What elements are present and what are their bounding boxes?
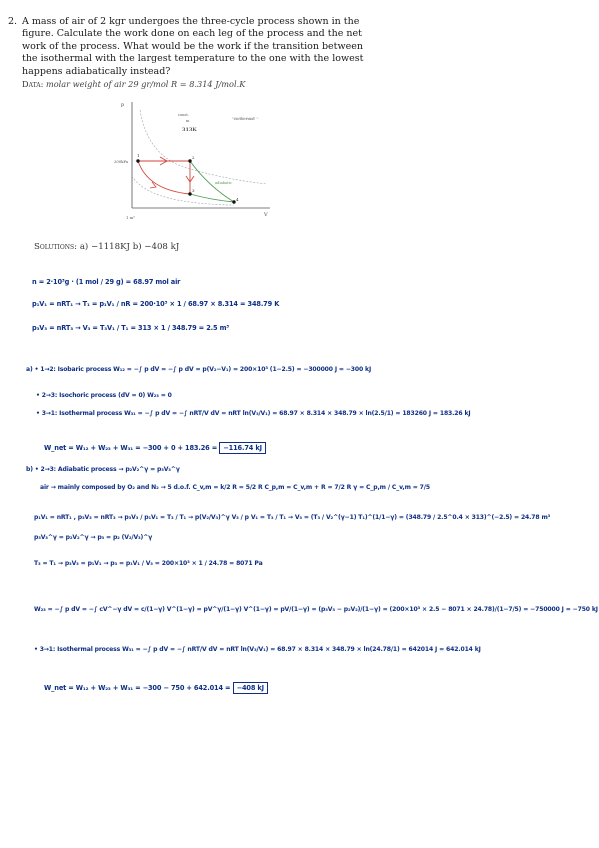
solutions-text: a) −1118KJ b) −408 kJ: [79, 242, 180, 252]
axis-v-label: V: [264, 212, 268, 218]
problem-text: A mass of air of 2 kgr undergoes the three-cycle process shown in the figure. Calculate the work done on each leg of the process and the net work of the process. What would be the work if the transition between the isothermal with the largest temperature to the one with the lowest happens adiabatically instead?: [22, 16, 364, 77]
moles-calc: n = 2·10³g · (1 mol / 29 g) = 68.97 mol air: [32, 278, 181, 286]
point-label-4: 4: [236, 197, 239, 202]
data-line: [22, 78, 377, 90]
part-a-isothermal: • 3→1: Isothermal process W₃₁ = −∫ p dV = −∫ nRT/V dV = nRT ln(V₃/V₁) = 68.97 × 8.314 × 348.79 × ln(2.5/1) = 183260 J = 183.26 kJ: [36, 410, 471, 417]
axis-p-label: p: [121, 102, 125, 108]
solutions-label: Solutions:: [34, 242, 78, 252]
part-b-dof: air → mainly composed by O₂ and N₂ → 5 d.o.f. C_v,m = k/2 R = 5/2 R C_p,m = C_v,m + R = 7/2 R γ = C_p,m / C_v,m = 7/5: [40, 484, 430, 491]
part-b-adiabatic: b) • 2→3: Adiabatic process → p₂V₂^γ = p₃V₃^γ: [26, 466, 180, 473]
const-annotation-sub: m: [186, 119, 190, 123]
part-a-isobaric: a) • 1→2: Isobaric process W₁₂ = −∫ p dV = −∫ p dV = p(V₂−V₁) = 200×10³ (1−2.5) = −300000 J = −300 kJ: [26, 366, 372, 373]
p-tick-label: 200kPa: [114, 159, 129, 164]
part-b-pressure-relation: p₃V₃^γ = p₂V₂^γ → p₃ = p₂ (V₂/V₃)^γ: [34, 534, 153, 541]
part-a-isochoric: • 2→3: Isochoric process (dV = 0) W₂₃ = 0: [36, 392, 172, 399]
part-a-net: [44, 444, 266, 452]
isothermal-label: isothermal: [234, 116, 255, 121]
part-b-pressure-calc: T₃ = T₁ → p₃V₃ = p₁V₁ → p₃ = p₁V₁ / V₃ = 200×10³ × 1 / 24.78 = 8071 Pa: [34, 560, 263, 567]
part-b-volume: p₁V₁ = nRT₁ , p₃V₃ = nRT₃ → p₃V₃ / p₁V₁ = T₃ / T₁ → p(V₂/V₃)^γ V₃ / p V₁ = T₃ / T₁ → V₃ = (T₃ / V₂^(γ−1) T₁)^(1/1−γ) = (348.79 / 2.5^0.4 × 313)^(−2.5) = 24.78 m³: [34, 514, 551, 521]
part-b-net-expression: W_net = W₁₂ + W₂₃ + W₃₁ = −300 − 750 + 642.014 =: [44, 684, 231, 692]
part-b-isothermal-work: • 3→1: Isothermal process W₃₁ = −∫ p dV = −∫ nRT/V dV = nRT ln(V₃/V₁) = 68.97 × 8.314 × 348.79 × ln(24.78/1) = 642014 J = 642.014 kJ: [34, 646, 481, 653]
part-a-result-box: −116.74 kJ: [219, 442, 266, 454]
point-label-3: 3: [192, 188, 195, 193]
adiabatic-label: adiabatic: [215, 181, 232, 185]
isothermal-upper: [140, 110, 267, 184]
part-b-net: [44, 684, 268, 692]
part-b-adiabatic-work: W₂₃ = −∫ p dV = −∫ cV^−γ dV = c/(1−γ) V^(1−γ) = pV^γ/(1−γ) V^(1−γ) = pV/(1−γ) = (p₃V₃ − p₂V₂)/(1−γ) = (200×10³ × 2.5 − 8071 × 24.78)/(1−7/5) = −750000 J = −750 kJ: [34, 606, 598, 613]
part-a-net-expression: W_net = W₁₂ + W₂₃ + W₃₁ = −300 + 0 + 183.26 =: [44, 444, 218, 452]
temperature-calc: p₁V₁ = nRT₁ → T₁ = p₁V₁ / nR = 200·10³ × 1 / 68.97 × 8.314 = 348.79 K: [32, 300, 280, 308]
point-label-1: 1: [137, 153, 140, 158]
state-point-1: [136, 159, 139, 162]
v-tick-label: 1 m³: [126, 215, 135, 220]
problem-statement: [8, 16, 377, 90]
problem-number: 2.: [8, 16, 18, 27]
solutions-line: [34, 242, 179, 252]
data-text: molar weight of air 29 gr/mol R = 8.314 J/mol.K: [45, 79, 246, 90]
const-annotation: const.: [178, 113, 189, 117]
pv-diagram: [112, 98, 274, 222]
temperature-label: 313K: [182, 127, 197, 133]
part-b-result-box: −408 kJ: [233, 682, 268, 694]
volume-calc: p₃V₃ = nRT₃ → V₃ = T₃V₁ / T₁ = 313 × 1 / 348.79 = 2.5 m³: [32, 324, 230, 332]
point-label-2: 2: [192, 155, 195, 160]
data-label: Data:: [22, 79, 44, 90]
